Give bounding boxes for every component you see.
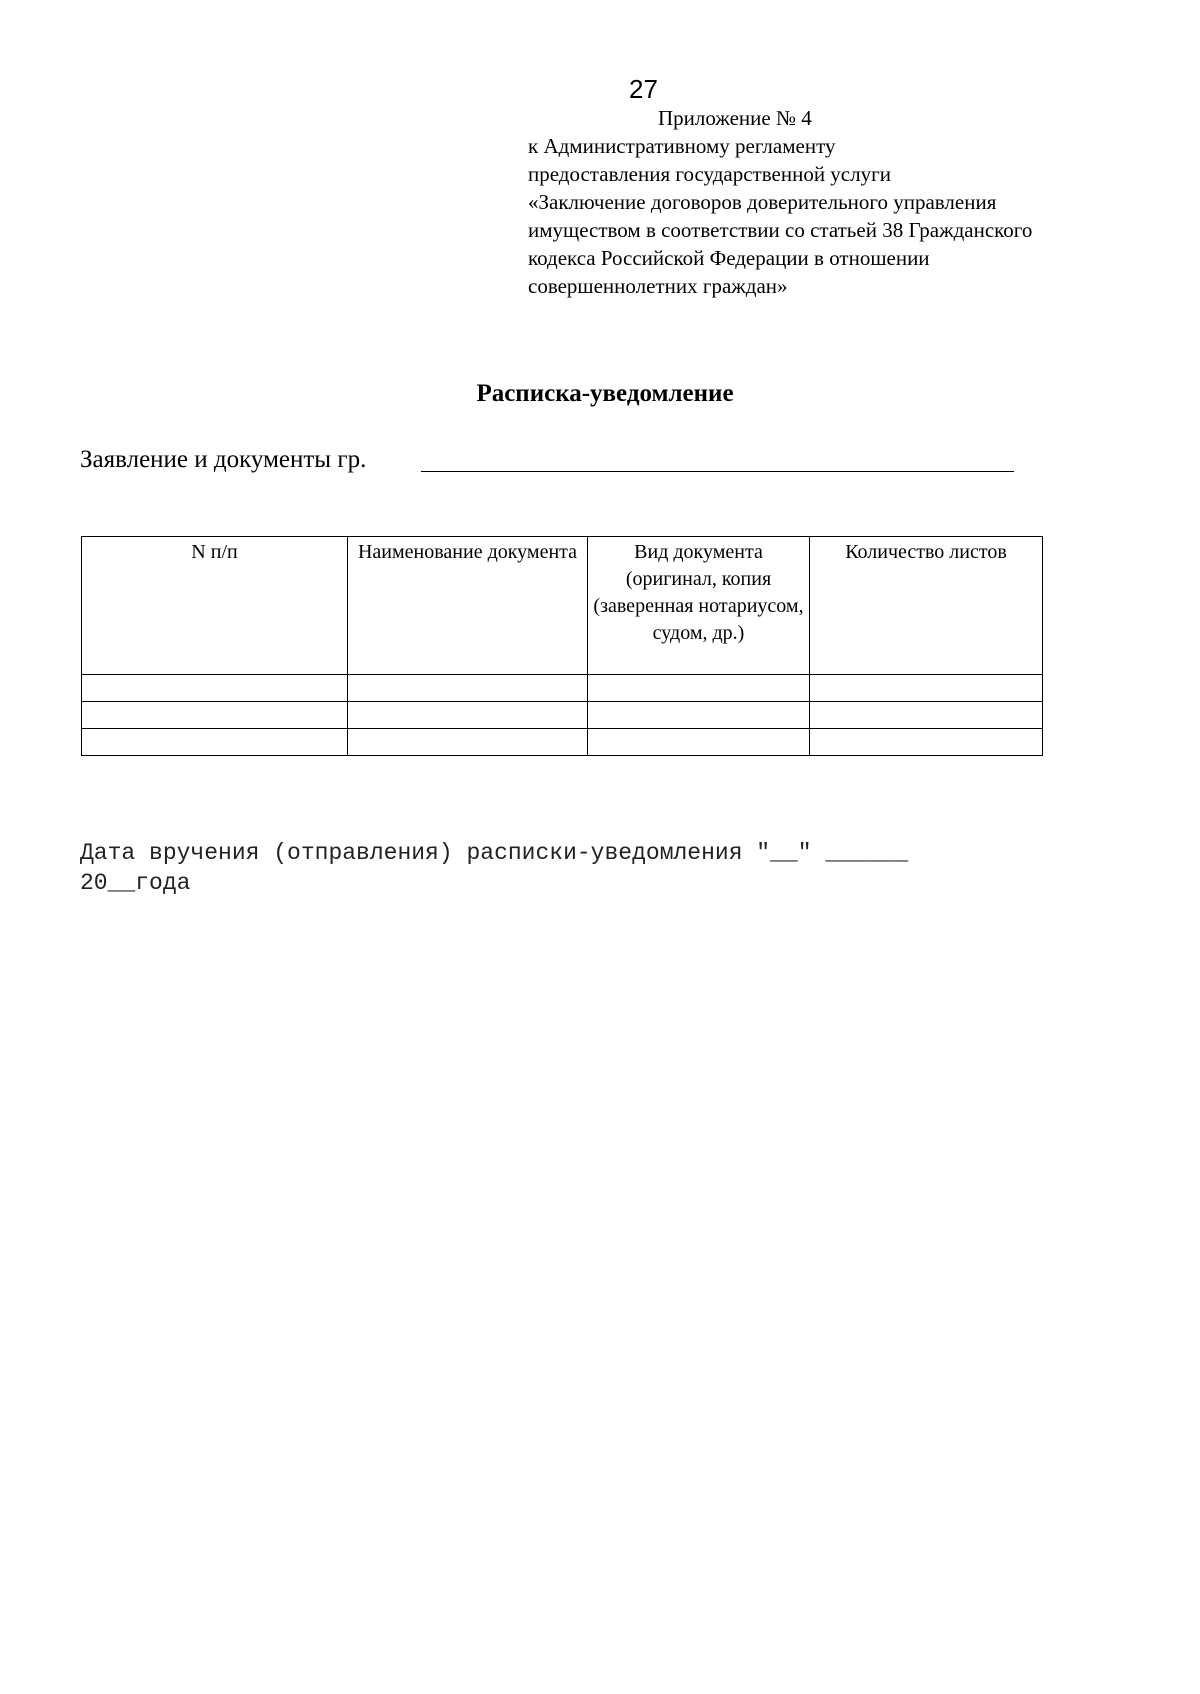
table-cell[interactable] [348, 702, 588, 729]
appendix-line: совершеннолетних граждан» [528, 274, 788, 298]
table-row [82, 675, 1043, 702]
appendix-title: Приложение № 4 [658, 106, 812, 130]
appendix-line: имуществом в соответствии со статьей 38 Гражданского [528, 218, 1033, 242]
appendix-line: к Административному регламенту [528, 134, 836, 158]
column-header-number: N п/п [82, 537, 348, 675]
appendix-line: «Заключение договоров доверительного управления [528, 190, 997, 214]
document-title: Расписка-уведомление [476, 380, 734, 407]
table-cell[interactable] [588, 675, 810, 702]
appendix-reference [528, 132, 1032, 300]
column-header-document-name: Наименование документа [348, 537, 588, 675]
documents-table [81, 536, 1043, 756]
delivery-date-block [80, 838, 1040, 898]
table-cell[interactable] [348, 729, 588, 756]
table-cell[interactable] [82, 729, 348, 756]
table-cell[interactable] [810, 702, 1043, 729]
applicant-name-blank[interactable] [421, 471, 1014, 472]
page-number: 27 [629, 74, 658, 104]
table-cell[interactable] [588, 729, 810, 756]
table-row [82, 729, 1043, 756]
table-cell[interactable] [810, 729, 1043, 756]
column-header-sheet-count: Количество листов [810, 537, 1043, 675]
table-header-row [82, 537, 1043, 675]
table-cell[interactable] [810, 675, 1043, 702]
delivery-date-line: Дата вручения (отправления) расписки-уведомления "__" ______ [80, 840, 909, 866]
delivery-year-line: 20__года [80, 870, 191, 896]
statement-label: Заявление и документы гр. [80, 446, 367, 473]
table-cell[interactable] [82, 702, 348, 729]
table-cell[interactable] [348, 675, 588, 702]
table-row [82, 702, 1043, 729]
column-header-document-type: Вид документа (оригинал, копия (заверенная нотариусом, судом, др.) [588, 537, 810, 675]
appendix-line: предоставления государственной услуги [528, 162, 891, 186]
table-cell[interactable] [82, 675, 348, 702]
table-cell[interactable] [588, 702, 810, 729]
appendix-line: кодекса Российской Федерации в отношении [528, 246, 930, 270]
